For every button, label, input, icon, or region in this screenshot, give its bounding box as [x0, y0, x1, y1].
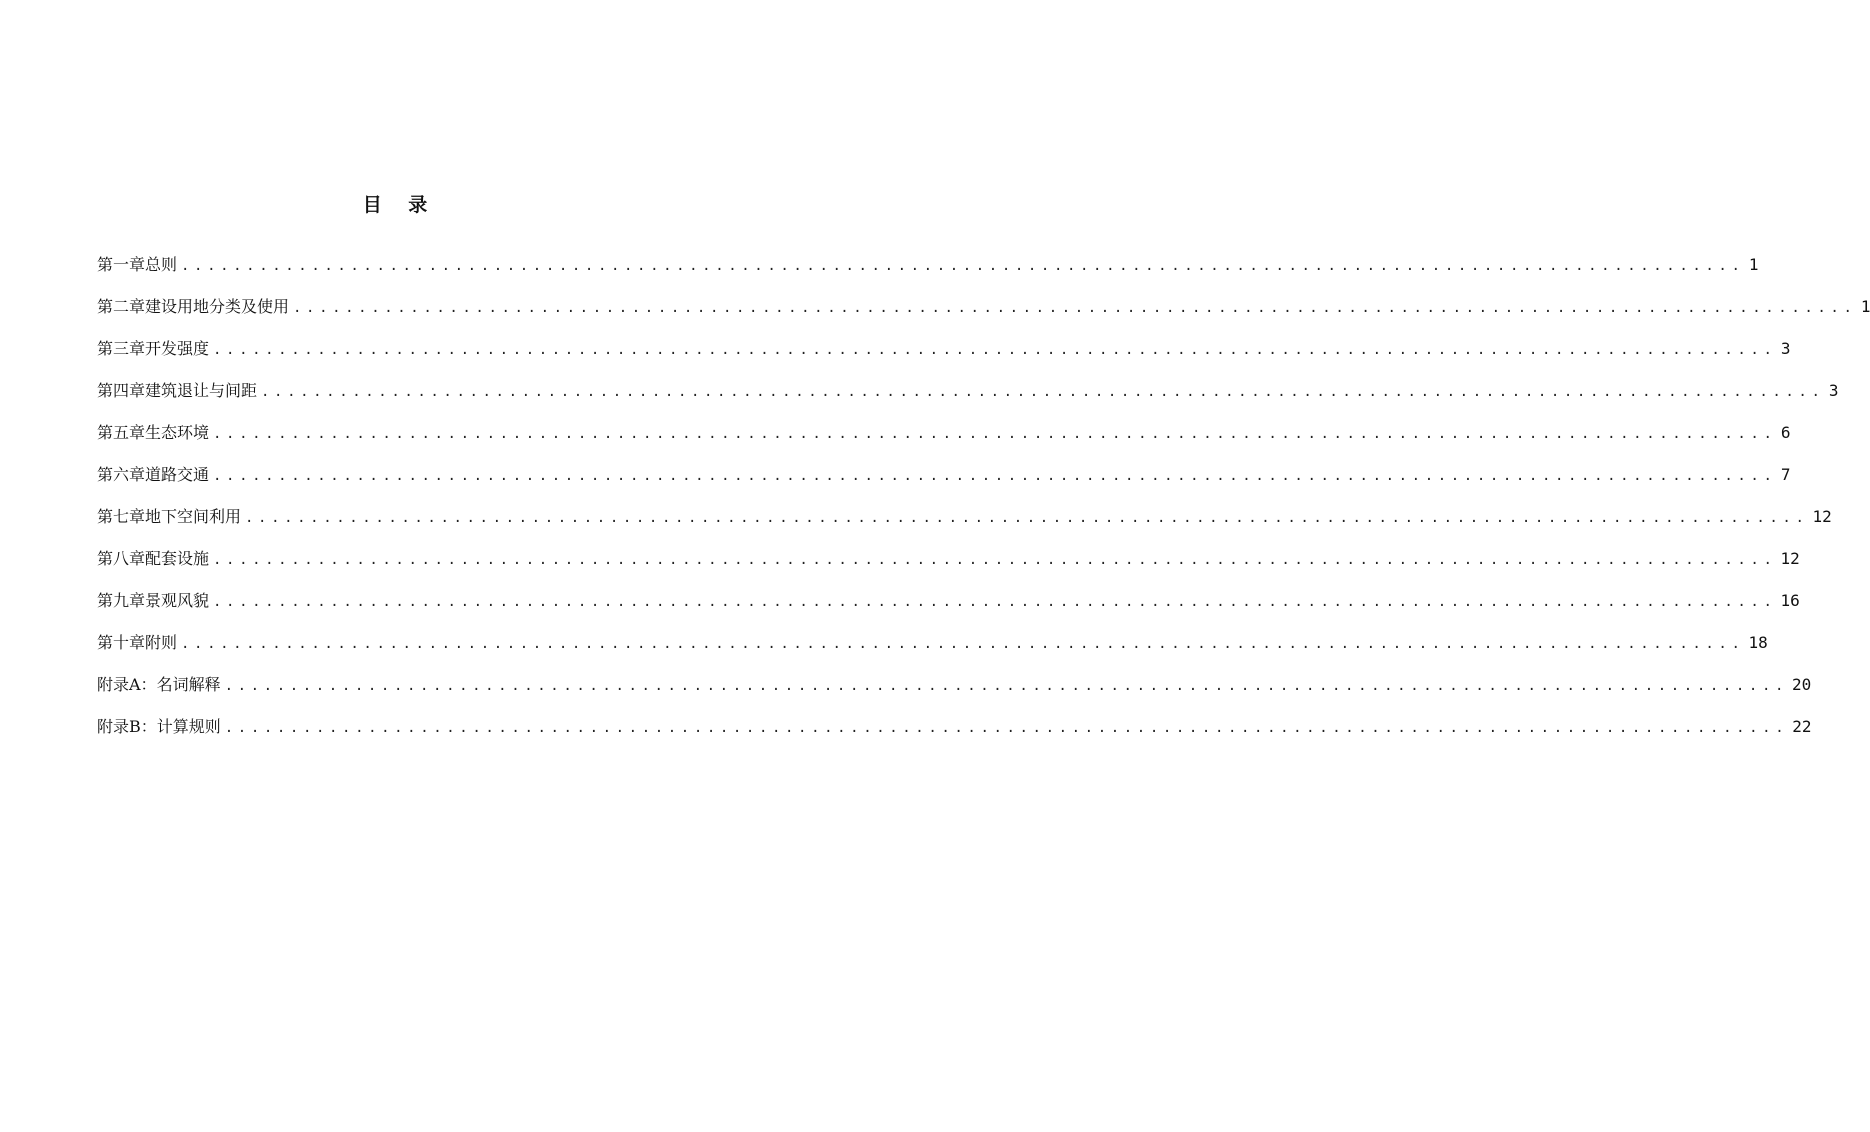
toc-dot-leader: ........................................................................................................................	[213, 468, 1777, 484]
toc-chapter-number: 第三章	[97, 339, 146, 358]
toc-page-number: 3	[1828, 381, 1839, 400]
toc-dot-leader: ........................................................................................................................	[181, 636, 1745, 652]
toc-entry[interactable]	[97, 546, 1800, 588]
toc-entry[interactable]	[97, 252, 1759, 294]
toc-chapter-number: 第六章	[97, 465, 146, 484]
toc-dot-leader: ........................................................................................................................	[213, 342, 1777, 358]
toc-chapter-number: 第一章	[97, 255, 146, 274]
toc-dot-leader: ........................................................................................................................	[213, 426, 1777, 442]
toc-chapter-number: 第八章	[97, 549, 146, 568]
toc-page-number: 16	[1780, 591, 1800, 610]
toc-chapter-number: 第四章	[97, 381, 146, 400]
toc-chapter-title: 道路交通	[145, 465, 210, 484]
toc-chapter-title: 建筑退让与间距	[145, 381, 258, 400]
toc-page-number: 12	[1812, 507, 1832, 526]
toc-chapter-title: 计算规则	[156, 717, 221, 736]
toc-chapter-number: 第七章	[97, 507, 146, 526]
toc-dot-leader: ........................................................................................................................	[213, 594, 1777, 610]
toc-entry[interactable]	[97, 336, 1791, 378]
toc-entry[interactable]	[97, 714, 1812, 756]
toc-entry[interactable]	[97, 378, 1839, 420]
toc-page-number: 22	[1792, 717, 1812, 736]
toc-entry[interactable]	[97, 630, 1768, 672]
toc-page-number: 7	[1780, 465, 1791, 484]
toc-chapter-number: 第九章	[97, 591, 146, 610]
toc-page-number: 12	[1780, 549, 1800, 568]
toc-chapter-number: 附录B：	[97, 717, 157, 736]
toc-chapter-title: 总则	[145, 255, 178, 274]
toc-page-number: 1	[1748, 255, 1759, 274]
toc-chapter-title: 名词解释	[156, 675, 221, 694]
toc-entry[interactable]	[97, 462, 1791, 504]
toc-chapter-title: 地下空间利用	[145, 507, 242, 526]
toc-page-number: 6	[1780, 423, 1791, 442]
toc-entry[interactable]	[97, 588, 1800, 630]
toc-dot-leader: ........................................................................................................................	[224, 720, 1789, 736]
toc-dot-leader: ........................................................................................................................	[181, 258, 1745, 274]
toc-chapter-title: 建设用地分类及使用	[145, 297, 290, 316]
toc-entry[interactable]	[97, 504, 1832, 546]
toc-page-number: 20	[1792, 675, 1812, 694]
toc-chapter-number: 第五章	[97, 423, 146, 442]
toc-chapter-number: 附录A：	[97, 675, 157, 694]
toc-chapter-title: 开发强度	[145, 339, 210, 358]
toc-chapter-number: 第十章	[97, 633, 146, 652]
toc-chapter-title: 配套设施	[145, 549, 210, 568]
toc-page-number: 1	[1860, 297, 1870, 316]
toc-dot-leader: ........................................................................................................................	[261, 384, 1825, 400]
toc-dot-leader: ........................................................................................................................	[245, 510, 1809, 526]
toc-entry[interactable]	[97, 294, 1870, 336]
toc-dot-leader: ........................................................................................................................	[224, 678, 1789, 694]
toc-dot-leader: ........................................................................................................................	[213, 552, 1777, 568]
toc-chapter-title: 景观风貌	[145, 591, 210, 610]
toc-chapter-number: 第二章	[97, 297, 146, 316]
toc-chapter-title: 生态环境	[145, 423, 210, 442]
toc-dot-leader: ........................................................................................................................	[293, 300, 1857, 316]
toc-page-number: 18	[1748, 633, 1768, 652]
toc-list	[97, 252, 1870, 756]
toc-page-number: 3	[1780, 339, 1791, 358]
toc-entry[interactable]	[97, 672, 1812, 714]
toc-title: 目 录	[362, 194, 438, 216]
toc-entry[interactable]	[97, 420, 1791, 462]
toc-chapter-title: 附则	[145, 633, 178, 652]
